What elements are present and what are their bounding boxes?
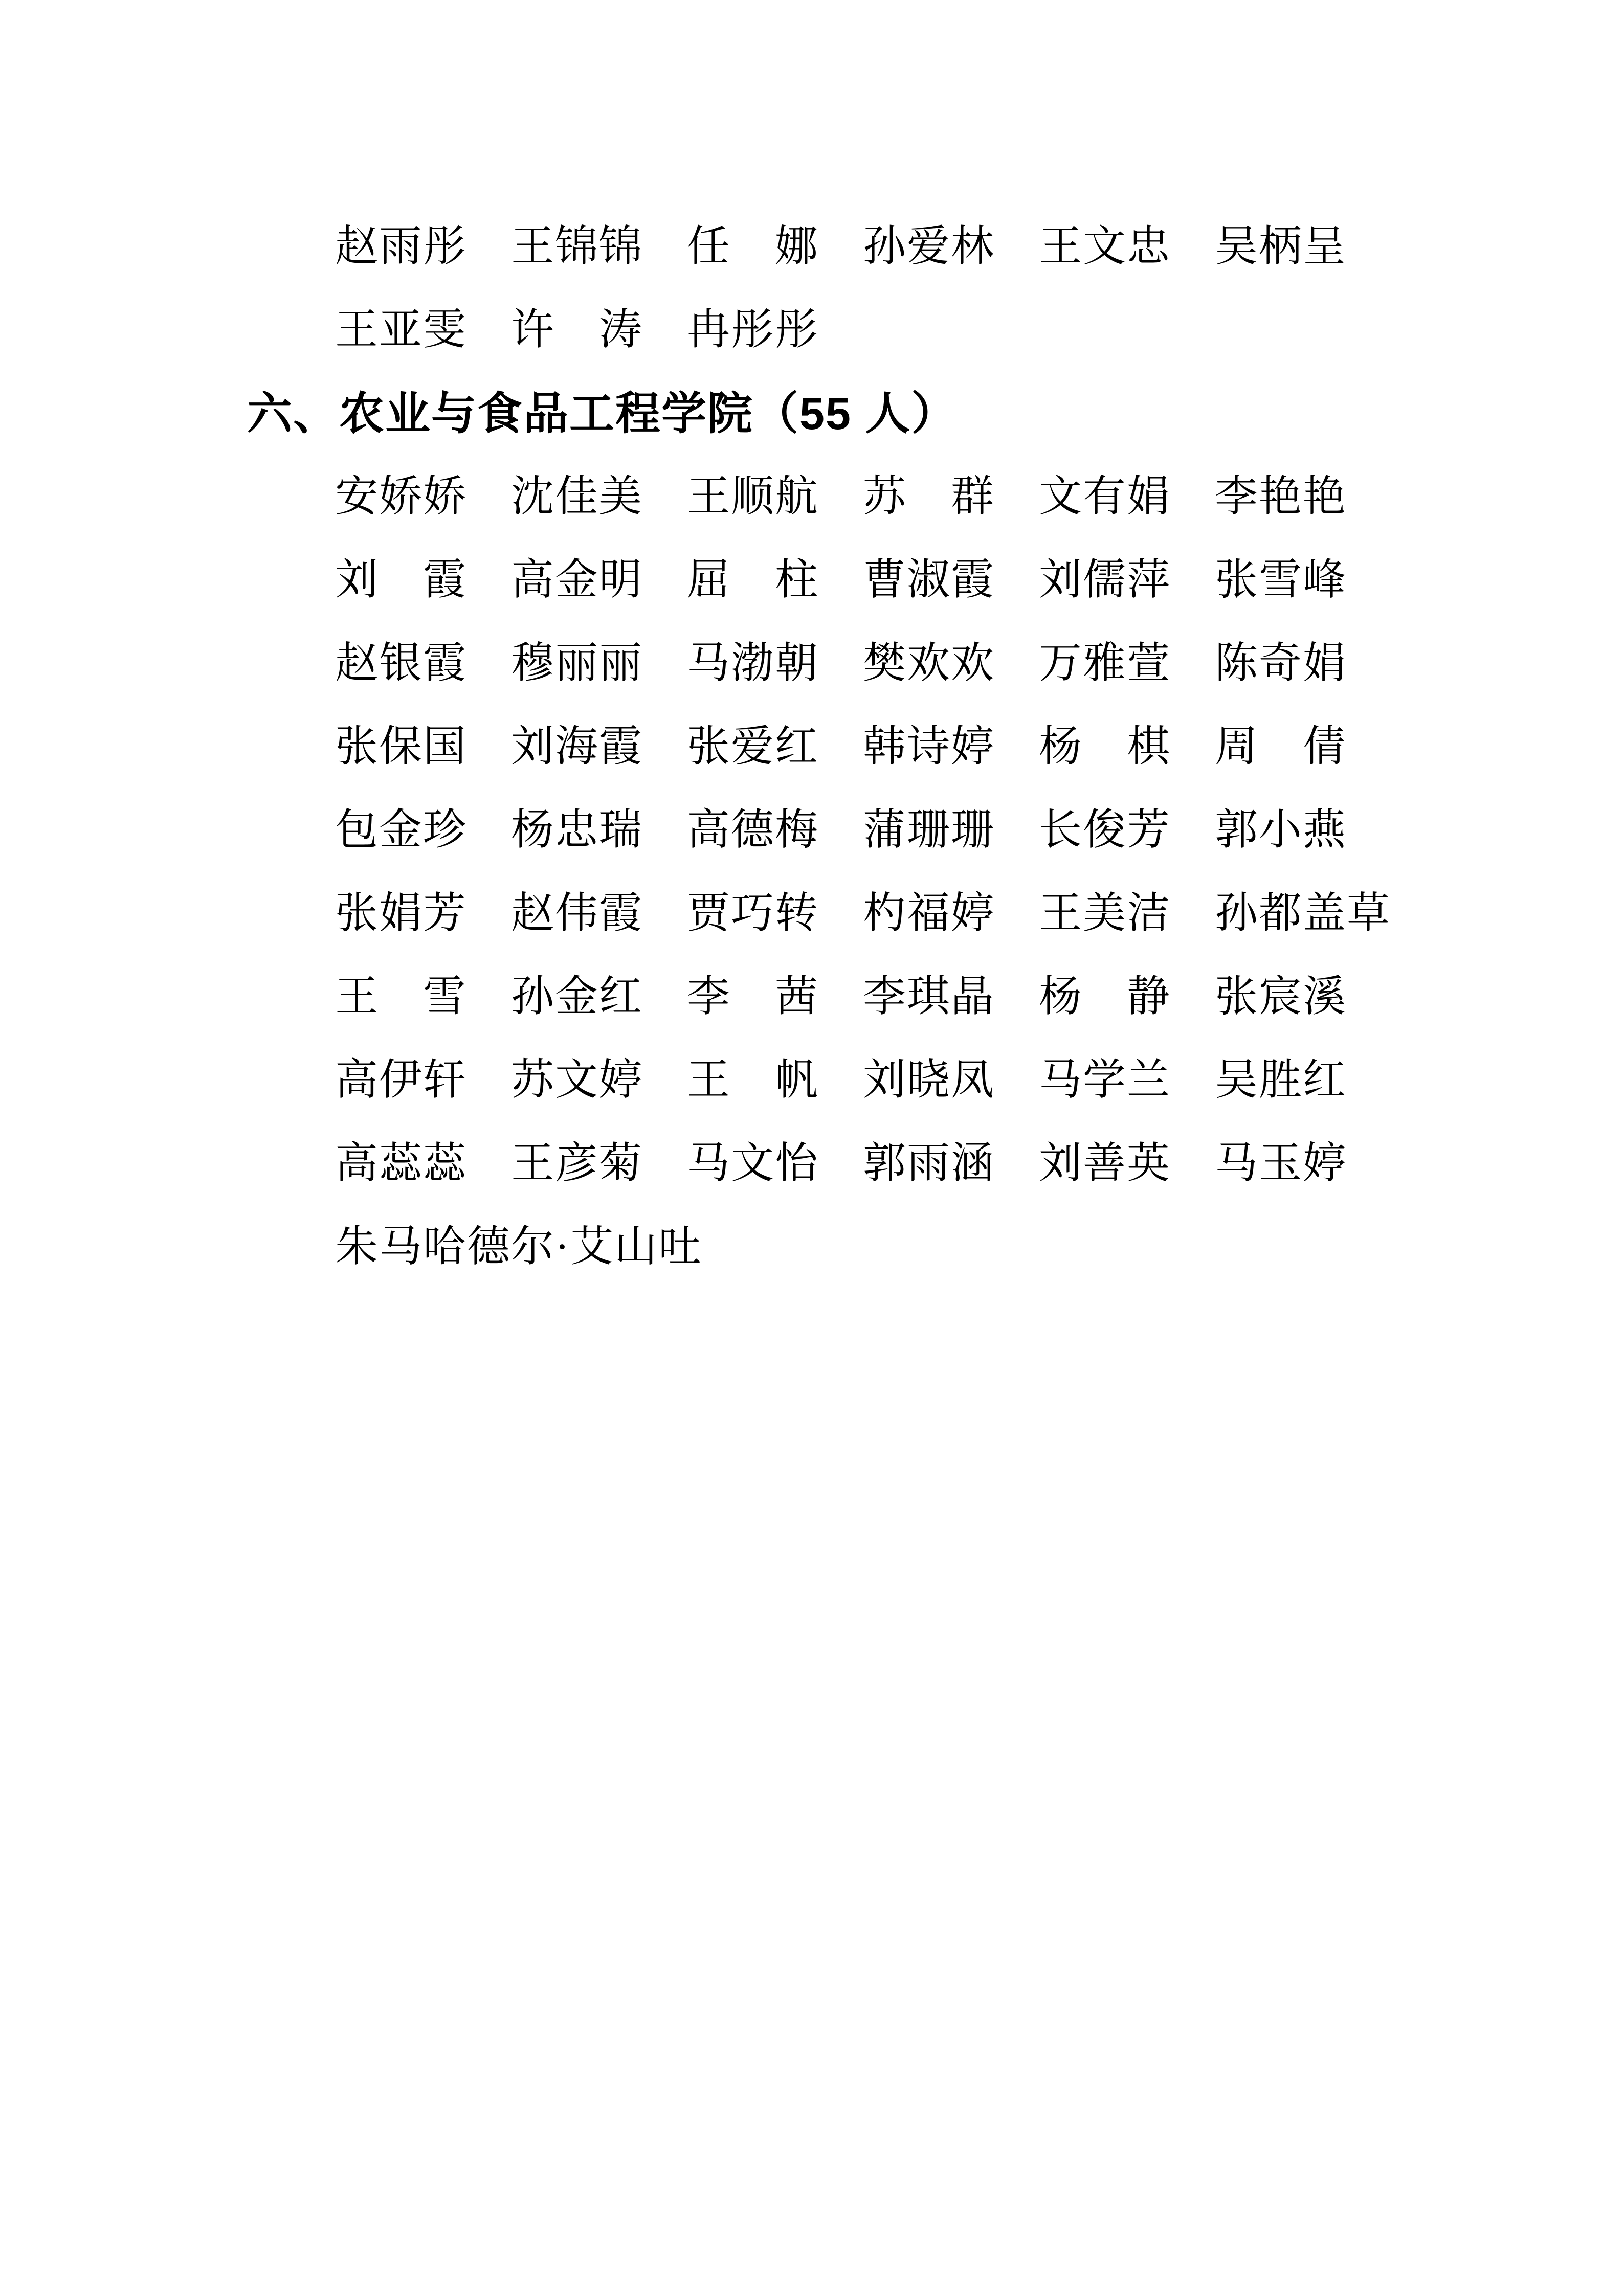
- name-row: 张保国 刘海霞 张爱红 韩诗婷 杨 棋 周 倩: [335, 723, 1347, 771]
- name-row: 王亚雯 许 涛 冉彤彤: [335, 306, 819, 354]
- name-row: 赵雨彤 王锦锦 任 娜 孙爱林 王文忠 吴柄呈: [335, 223, 1347, 271]
- name-row: 张娟芳 赵伟霞 贾巧转 杓福婷 王美洁 孙都盖草: [335, 890, 1391, 937]
- section-heading: 六、农业与食品工程学院（55 人）: [247, 388, 958, 439]
- name-row: 朱马哈德尔·艾山吐: [335, 1223, 702, 1271]
- name-row: 包金珍 杨忠瑞 高德梅 蒲珊珊 长俊芳 郭小燕: [335, 806, 1347, 854]
- name-row: 高伊轩 苏文婷 王 帆 刘晓凤 马学兰 吴胜红: [335, 1056, 1347, 1104]
- name-row: 安娇娇 沈佳美 王顺航 苏 群 文有娟 李艳艳: [335, 473, 1347, 521]
- document-content: [247, 222, 1409, 1306]
- name-row: 高蕊蕊 王彦菊 马文怡 郭雨涵 刘善英 马玉婷: [335, 1140, 1347, 1187]
- name-row: 刘 霞 高金明 屈 柱 曹淑霞 刘儒萍 张雪峰: [335, 556, 1347, 604]
- name-row: 王 雪 孙金红 李 茜 李琪晶 杨 静 张宸溪: [335, 973, 1347, 1021]
- name-row: 赵银霞 穆丽丽 马渤朝 樊欢欢 万雅萱 陈奇娟: [335, 640, 1347, 687]
